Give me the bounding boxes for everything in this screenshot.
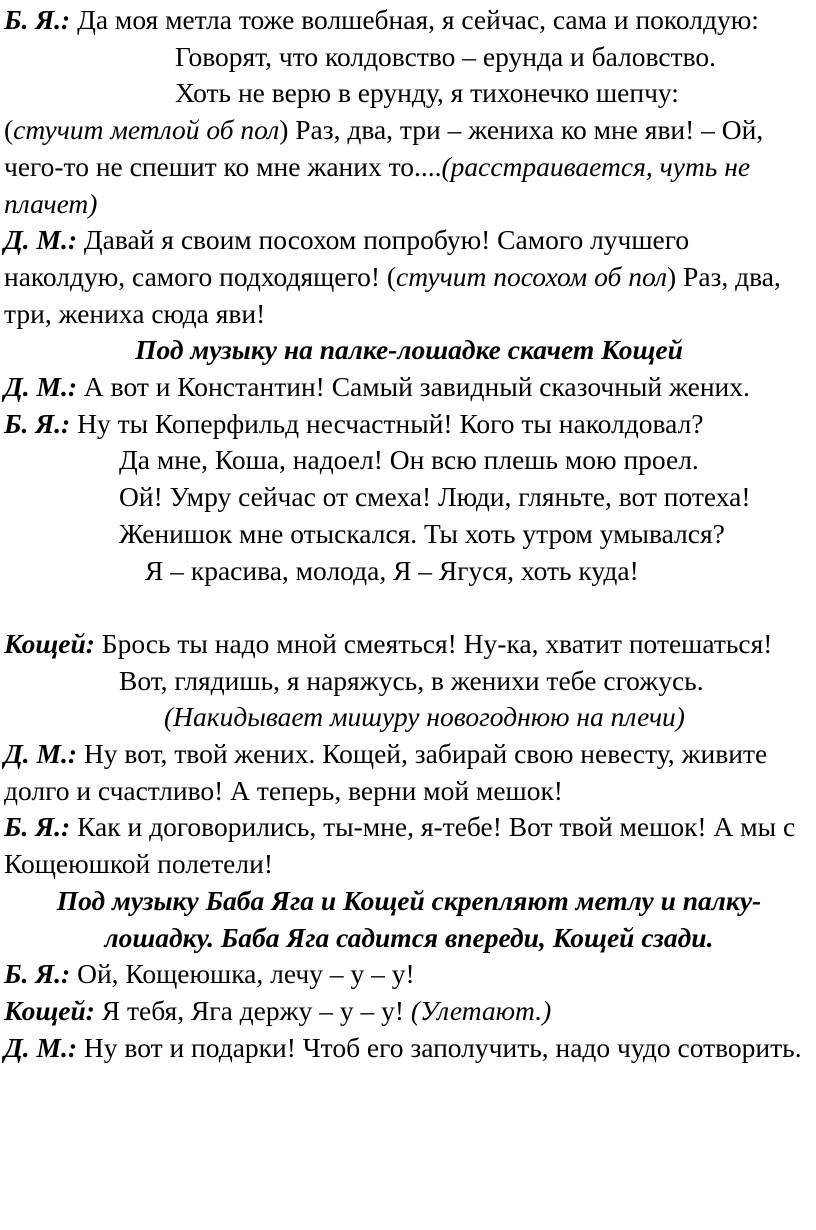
verse-line: Хоть не верю в ерунду, я тихонечко шепчу:: [175, 77, 679, 109]
line-text: ) Раз, два, три – жениха ко мне яви! – Ой, чего-то не спешит ко мне жаних то....: [4, 114, 764, 182]
speaker: Д. М.:: [4, 738, 78, 770]
verse-line: Вот, глядишь, я наряжусь, в женихи тебе сгожусь.: [119, 664, 704, 696]
line-text: Да моя метла тоже волшебная, я сейчас, сама и поколдую:: [70, 4, 759, 35]
line-5: [4, 222, 814, 332]
line-7: [4, 369, 814, 406]
stage-heading: Под музыку на палке-лошадке скачет Кощей: [135, 334, 683, 366]
line-text: Ну вот и подарки! Чтоб его заполучить, надо чудо сотворить.: [77, 1031, 802, 1063]
stage-direction: (Улетают.): [410, 994, 552, 1026]
speaker: Д. М.:: [4, 224, 78, 256]
line-text: Как и договорились, ты-мне, я-тебе! Вот твой мешок! А мы с Кощеюшкой полетели!: [4, 811, 796, 880]
speaker: Б. Я.:: [4, 811, 71, 843]
speaker: Кощей:: [4, 627, 95, 659]
line-text: ) Раз, два, три, жениха сюда яви!: [4, 260, 781, 329]
stage-direction: стучит посохом об пол: [396, 260, 668, 292]
line-text: Я тебя, Яга держу – у – у!: [94, 994, 411, 1026]
verse-line: Я – красива, молода, Я – Ягуся, хоть куда!: [145, 554, 639, 586]
speaker: Б. Я.:: [4, 4, 71, 35]
stage-direction: (расстраивается, чуть не плачет): [4, 150, 751, 219]
line-text: Ой, Кощеюшка, лечу – у – у!: [70, 958, 415, 990]
line-text: Брось ты надо мной смеяться! Ну-ка, хватит потешаться!: [94, 627, 773, 659]
line-21: [4, 1030, 814, 1067]
speaker: Б. Я.:: [4, 958, 71, 990]
stage-heading: Под музыку Баба Яга и Кощей скрепляют метлу и палку-лошадку. Баба Яга садится впереди, Кощей сзади.: [56, 884, 762, 953]
line-1: [4, 2, 814, 39]
line-text: Ну ты Коперфильд несчастный! Кого ты наколдовал?: [70, 407, 704, 439]
stage-direction: стучит метлой об пол: [13, 114, 280, 146]
stage-direction: (Накидывает мишуру новогоднюю на плечи): [164, 701, 685, 733]
speaker: Б. Я.:: [4, 407, 71, 439]
verse-line: Ой! Умру сейчас от смеха! Люди, гляньте, вот потеха!: [119, 481, 751, 513]
line-19: [4, 956, 814, 993]
line-20: [4, 993, 814, 1030]
verse-line: Женишок мне отыскался. Ты хоть утром умывался?: [119, 517, 725, 549]
speaker: Д. М.:: [4, 371, 78, 403]
speaker: Кощей:: [4, 994, 95, 1026]
line-text: Ну вот, твой жених. Кощей, забирай свою невесту, живите долго и счастливо! А теперь, верни мой мешок!: [4, 738, 768, 806]
verse-line: Да мне, Коша, надоел! Он всю плешь мою проел.: [119, 444, 699, 476]
line-13: [4, 626, 814, 663]
line-16: [4, 736, 814, 809]
blank-line: [4, 589, 814, 626]
line-text: Давай я своим посохом попробую! Самого лучшего наколдую, самого подходящего! (: [4, 224, 690, 292]
verse-line: Говорят, что колдовство – ерунда и баловство.: [175, 40, 717, 72]
line-4: [4, 112, 814, 222]
line-text: (: [4, 114, 14, 146]
line-8: [4, 406, 814, 443]
speaker: Д. М.:: [4, 1031, 78, 1063]
line-17: [4, 809, 814, 882]
line-text: А вот и Константин! Самый завидный сказочный жених.: [77, 371, 750, 403]
